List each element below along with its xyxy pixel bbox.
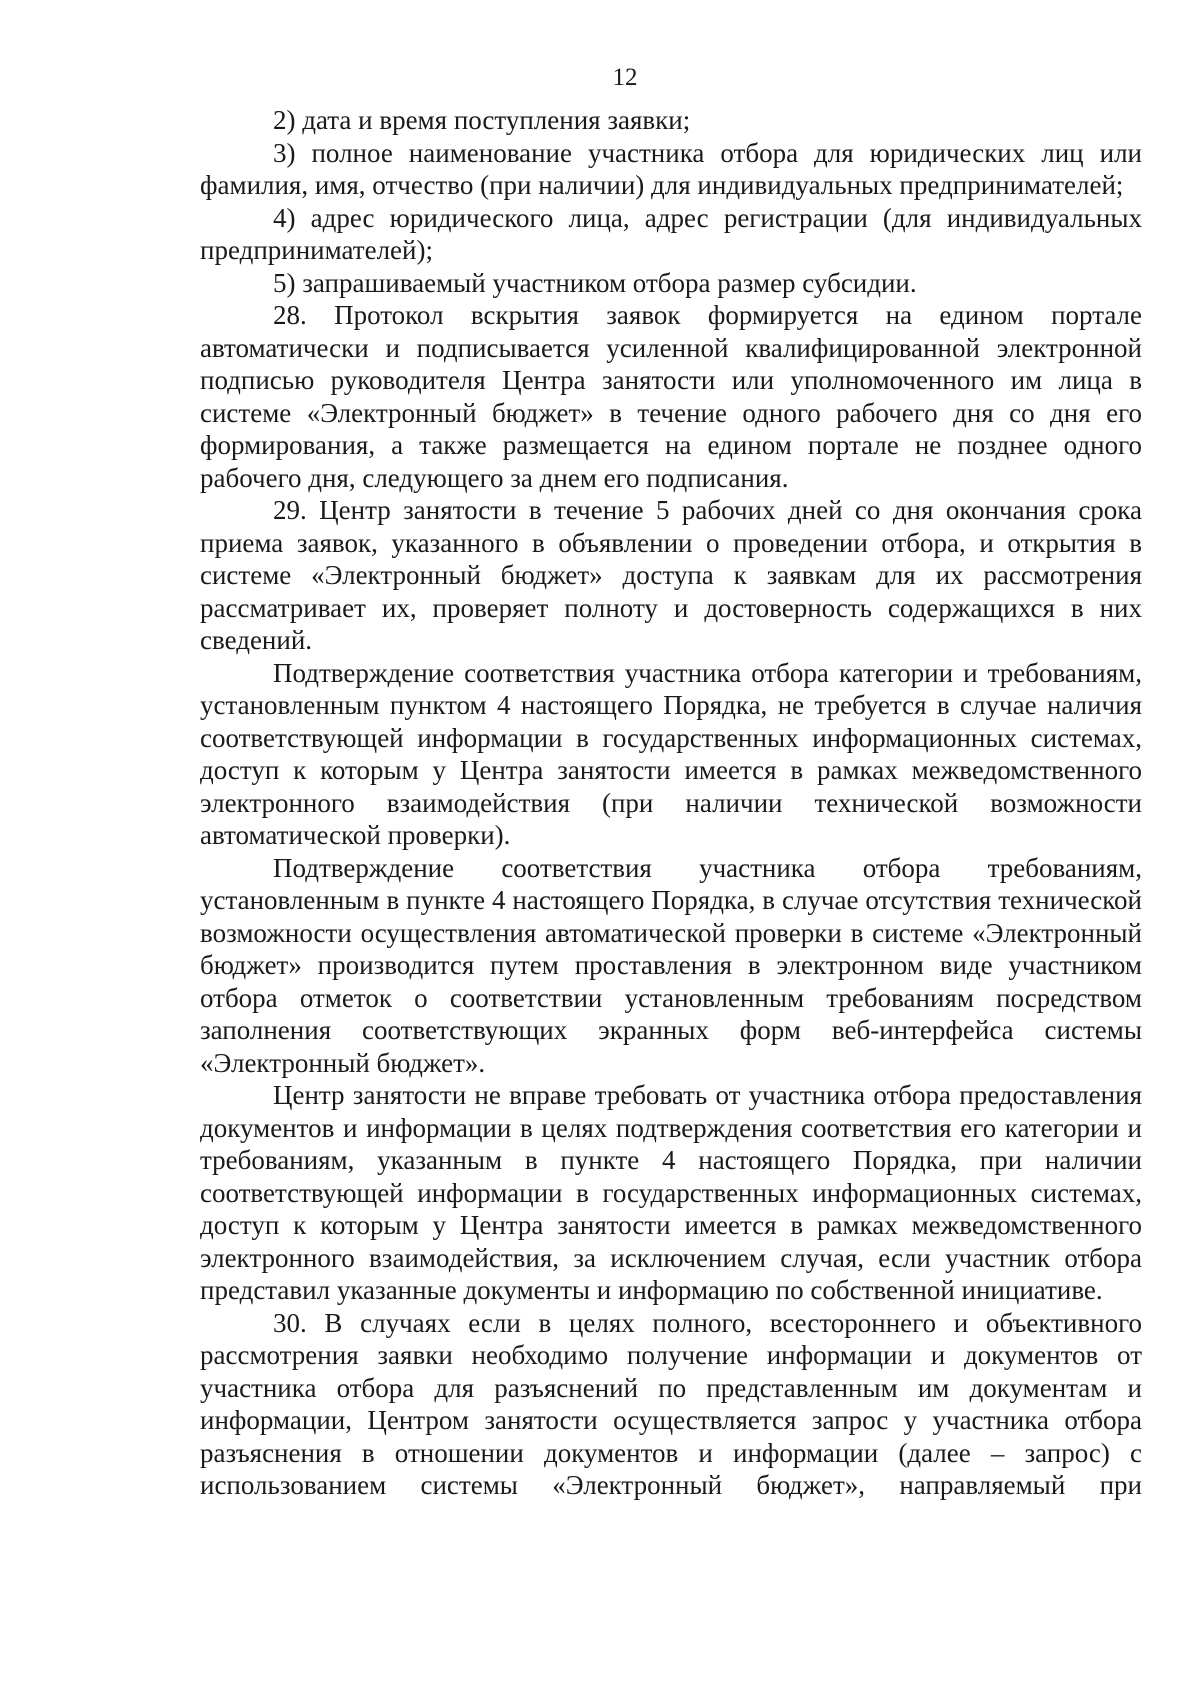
- paragraph-30: 30. В случаях если в целях полного, всестороннего и объективного рассмотрения заявки необходимо получение информации и документов от участника отбора для разъяснений по представленным им документам и информации, Центром занятости осуществляется запрос у участника отбора разъяснения в отношении документов и информации (далее – запрос) с использованием системы «Электронный бюджет», направляемый при: [200, 1307, 1142, 1500]
- document-body: [200, 104, 1142, 1502]
- paragraph-item-3: 3) полное наименование участника отбора для юридических лиц или фамилия, имя, отчество (при наличии) для индивидуальных предпринимателей;: [200, 137, 1142, 200]
- paragraph-item-5: 5) запрашиваемый участником отбора размер субсидии.: [273, 267, 917, 298]
- paragraph-item-2: 2) дата и время поступления заявки;: [273, 105, 691, 135]
- page-number: 12: [612, 64, 638, 91]
- paragraph-item-4: 4) адрес юридического лица, адрес регистрации (для индивидуальных предпринимателей);: [200, 202, 1142, 265]
- paragraph-28: 28. Протокол вскрытия заявок формируется на едином портале автоматически и подписывается усиленной квалифицированной электронной подписью руководителя Центра занятости или уполномоченного им лица в системе «Электронный бюджет» в течение одного рабочего дня со дня его формирования, а также размещается на едином портале не позднее одного рабочего дня, следующего за днем его подписания.: [200, 300, 1142, 493]
- paragraph-no-document-request: Центр занятости не вправе требовать от участника отбора предоставления документов и информации в целях подтверждения соответствия его категории и требованиям, указанным в пункте 4 настоящего Порядка, при наличии соответствующей информации в государственных информационных системах, доступ к которым у Центра занятости имеется в рамках межведомственного электронного взаимодействия, за исключением случая, если участник отбора представил указанные документы и информацию по собственной инициативе.: [200, 1080, 1142, 1305]
- paragraph-confirmation-manual: Подтверждение соответствия участника отбора требованиям, установленным в пункте 4 настоящего Порядка, в случае отсутствия технической возможности осуществления автоматической проверки в системе «Электронный бюджет» производится путем проставления в электронном виде участником отбора отметок о соответствии установленным требованиям посредством заполнения соответствующих экранных форм веб-интерфейса системы «Электронный бюджет».: [200, 852, 1142, 1078]
- paragraph-confirmation-not-required: Подтверждение соответствия участника отбора категории и требованиям, установленным пунктом 4 настоящего Порядка, не требуется в случае наличия соответствующей информации в государственных информационных системах, доступ к которым у Центра занятости имеется в рамках межведомственного электронного взаимодействия (при наличии технической возможности автоматической проверки).: [200, 657, 1142, 850]
- paragraph-29: 29. Центр занятости в течение 5 рабочих дней со дня окончания срока приема заявок, указанного в объявлении о проведении отбора, и открытия в системе «Электронный бюджет» доступа к заявкам для их рассмотрения рассматривает их, проверяет полноту и достоверность содержащихся в них сведений.: [200, 495, 1142, 655]
